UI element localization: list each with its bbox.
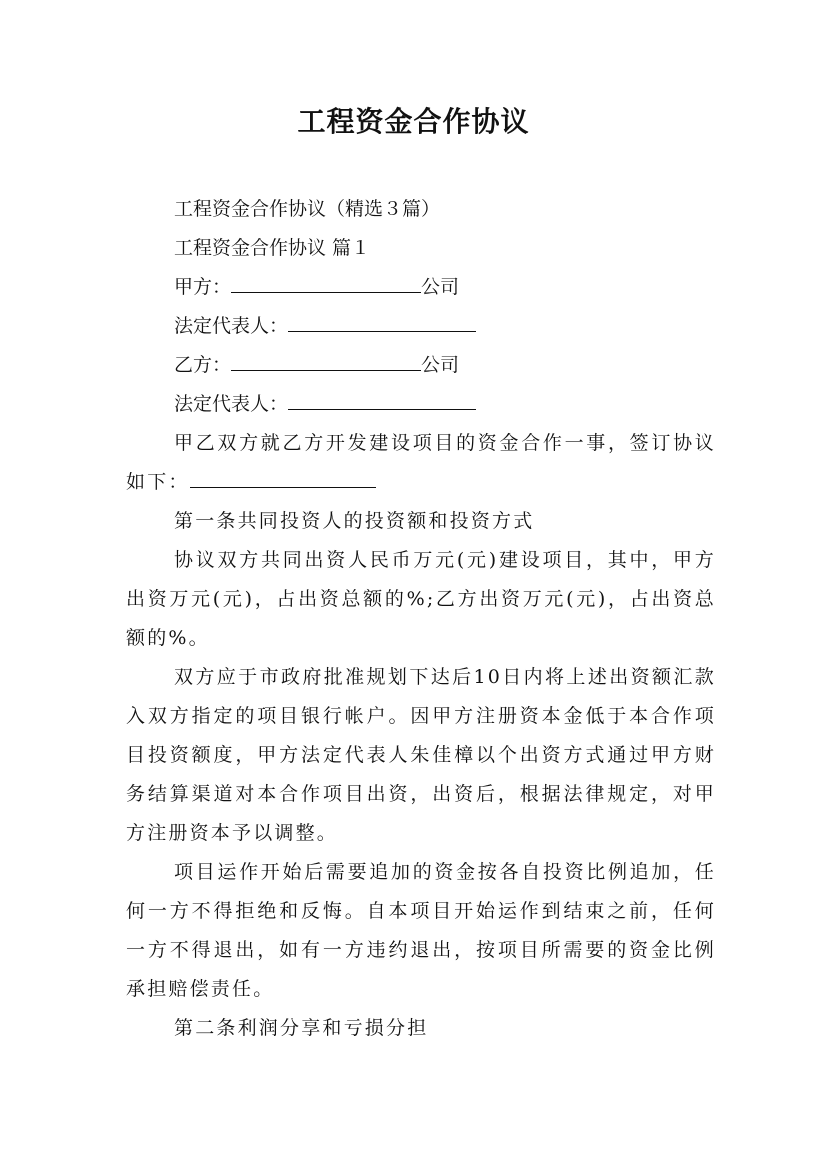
paragraph-3: 项目运作开始后需要追加的资金按各自投资比例追加，任何一方不得拒绝和反悔。自本项目开始运作到结束之前，任何一方不得退出，如有一方违约退出，按项目所需要的资金比例承担赔偿责任。 [126, 861, 716, 1000]
article-1-heading: 第一条共同投资人的投资额和投资方式 [174, 510, 535, 532]
intro-blank [190, 465, 376, 488]
intro-text: 甲乙双方就乙方开发建设项目的资金合作一事，签订协议如下： [126, 432, 716, 493]
part-heading-text: 工程资金合作协议 篇１ [174, 237, 371, 259]
document-title: 工程资金合作协议 [297, 105, 530, 138]
party-a-label: 甲方： [174, 276, 232, 298]
party-b-suffix: 公司 [421, 354, 460, 376]
rep-a-line [126, 307, 716, 346]
subtitle-line [126, 190, 716, 229]
rep-a-blank [288, 309, 476, 332]
rep-b-label: 法定代表人： [174, 393, 289, 415]
party-b-line [126, 346, 716, 385]
intro-paragraph [126, 424, 716, 502]
document-body [126, 190, 716, 1048]
part-heading-line [126, 229, 716, 268]
party-a-suffix: 公司 [421, 276, 460, 298]
rep-a-label: 法定代表人： [174, 315, 289, 337]
paragraph-2: 双方应于市政府批准规划下达后10日内将上述出资额汇款入双方指定的项目银行帐户。因甲方注册资本金低于本合作项目投资额度，甲方法定代表人朱佳樟以个出资方式通过甲方财务结算渠道对本合作项目出资，出资后，根据法律规定，对甲方注册资本予以调整。 [126, 666, 716, 844]
rep-b-line [126, 385, 716, 424]
party-b-blank [231, 348, 421, 371]
party-b-label: 乙方： [174, 354, 232, 376]
party-a-blank [231, 270, 421, 293]
party-a-line [126, 268, 716, 307]
paragraph-1: 协议双方共同出资人民币万元(元)建设项目，其中，甲方出资万元(元)，占出资总额的%;乙方出资万元(元)，占出资总额的%。 [126, 549, 716, 649]
article-2-heading: 第二条利润分享和亏损分担 [174, 1017, 429, 1039]
subtitle-text: 工程资金合作协议（精选３篇） [174, 198, 441, 220]
rep-b-blank [288, 387, 476, 410]
